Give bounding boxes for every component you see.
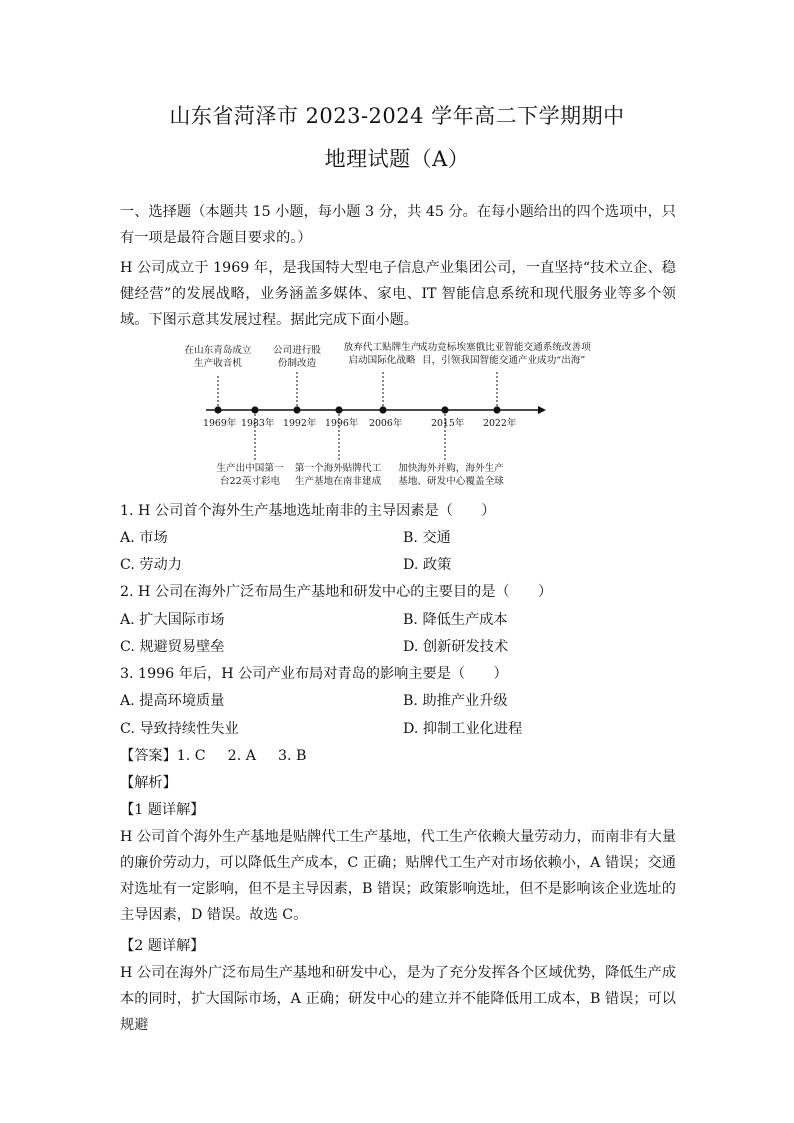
question-3-stem: 3. 1996 年后，H 公司产业布局对青岛的影响主要是（ ） — [120, 666, 508, 682]
page-title: 山东省菏泽市 2023-2024 学年高二下学期期中 — [169, 104, 625, 128]
timeline-dot — [214, 406, 221, 413]
timeline-dot — [379, 406, 386, 413]
question-1-stem: 1. H 公司首个海外生产基地选址南非的主导因素是（ ） — [120, 503, 496, 519]
timeline-dot — [293, 406, 300, 413]
timeline-event-2022: 成功竞标埃塞俄比亚智能交通系统改善项 目，引领我国智能交通产业成功“出海” — [418, 342, 591, 366]
analysis-label: 【解析】 — [120, 775, 177, 791]
q2-detail-label: 【2 题详解】 — [120, 938, 205, 954]
question-3-option-d: D. 抑制工业化进程 — [403, 721, 523, 737]
question-3-option-c: C. 导致持续性失业 — [120, 721, 239, 737]
year-label: 1983年 — [241, 418, 275, 429]
year-label: 1969年 — [203, 418, 237, 429]
question-1-option-d: D. 政策 — [403, 557, 452, 573]
timeline-event-2015: 加快海外并购，海外生产 基地、研发中心覆盖全球 — [398, 463, 504, 487]
question-1-option-b: B. 交通 — [403, 530, 451, 546]
answer-item: 3. B — [277, 748, 307, 764]
timeline-event-1969: 在山东青岛成立 生产收音机 — [184, 345, 252, 369]
question-2-option-b: B. 降低生产成本 — [403, 612, 508, 628]
year-label: 2006年 — [369, 418, 403, 429]
q1-detail-label: 【1 题详解】 — [120, 802, 205, 818]
timeline-dot — [251, 406, 258, 413]
question-2-option-c: C. 规避贸易壁垒 — [120, 639, 225, 655]
year-label: 2015年 — [431, 418, 465, 429]
timeline-event-1983: 生产出中国第一 台22英寸彩电 — [216, 463, 284, 487]
answer-line — [120, 743, 328, 769]
q2-detail-text: H 公司在海外广泛布局生产基地和研发中心，是为了充分发挥各个区域优势，降低生产成本的同时，扩大国际市场，A 正确；研发中心的建立并不能降低用工成本，B 错误；可以规避 — [120, 965, 677, 1033]
year-label: 1996年 — [325, 418, 359, 429]
timeline-figure — [170, 338, 591, 498]
question-2-stem: 2. H 公司在海外广泛布局生产基地和研发中心的主要目的是（ ） — [120, 584, 553, 600]
timeline-event-1996: 第一个海外贴牌代工 生产基地在南非建成 — [294, 463, 382, 487]
question-2-option-d: D. 创新研发技术 — [403, 639, 509, 655]
q1-detail-text: H 公司首个海外生产基地是贴牌代工生产基地，代工生产依赖大量劳动力，而南非有大量的廉价劳动力，可以降低生产成本，C 正确；贴牌代工生产对市场依赖小，A 错误；交通对选址有一定影响，但不是主导因素，B 错误；政策影响选址，但不是影响该企业选址的主导因素，D 错误。故选 C。 — [120, 829, 677, 923]
timeline-event-1992: 公司进行股 份制改造 — [273, 345, 321, 369]
answer-item: 1. C — [176, 748, 206, 764]
question-2-option-a: A. 扩大国际市场 — [120, 612, 225, 628]
answer-item: 2. A — [227, 748, 256, 764]
section-instructions: 一、选择题（本题共 15 小题，每小题 3 分，共 45 分。在每小题给出的四个选项中，只有一项是最符合题目要求的。） — [120, 204, 676, 246]
timeline-dot — [335, 406, 342, 413]
year-label: 1992年 — [283, 418, 317, 429]
page-subtitle: 地理试题（A） — [324, 147, 470, 171]
timeline-dot — [441, 406, 448, 413]
answer-label: 【答案】 — [120, 748, 177, 764]
question-1-option-a: A. 市场 — [120, 530, 168, 546]
question-3-option-b: B. 助推产业升级 — [403, 693, 508, 709]
timeline-event-2006: 放弃代工贴牌生产 启动国际化战略 — [343, 342, 421, 366]
question-1-option-c: C. 劳动力 — [120, 557, 182, 573]
question-3-option-a: A. 提高环境质量 — [120, 693, 225, 709]
timeline-dot — [493, 406, 500, 413]
material-paragraph: H 公司成立于 1969 年，是我国特大型电子信息产业集团公司，一直坚持“技术立企、稳健经营”的发展战略，业务涵盖多媒体、家电、IT 智能信息系统和现代服务业等多个领域。下图示意其发展过程。据此完成下面小题。 — [120, 260, 676, 328]
year-label: 2022年 — [483, 418, 517, 429]
